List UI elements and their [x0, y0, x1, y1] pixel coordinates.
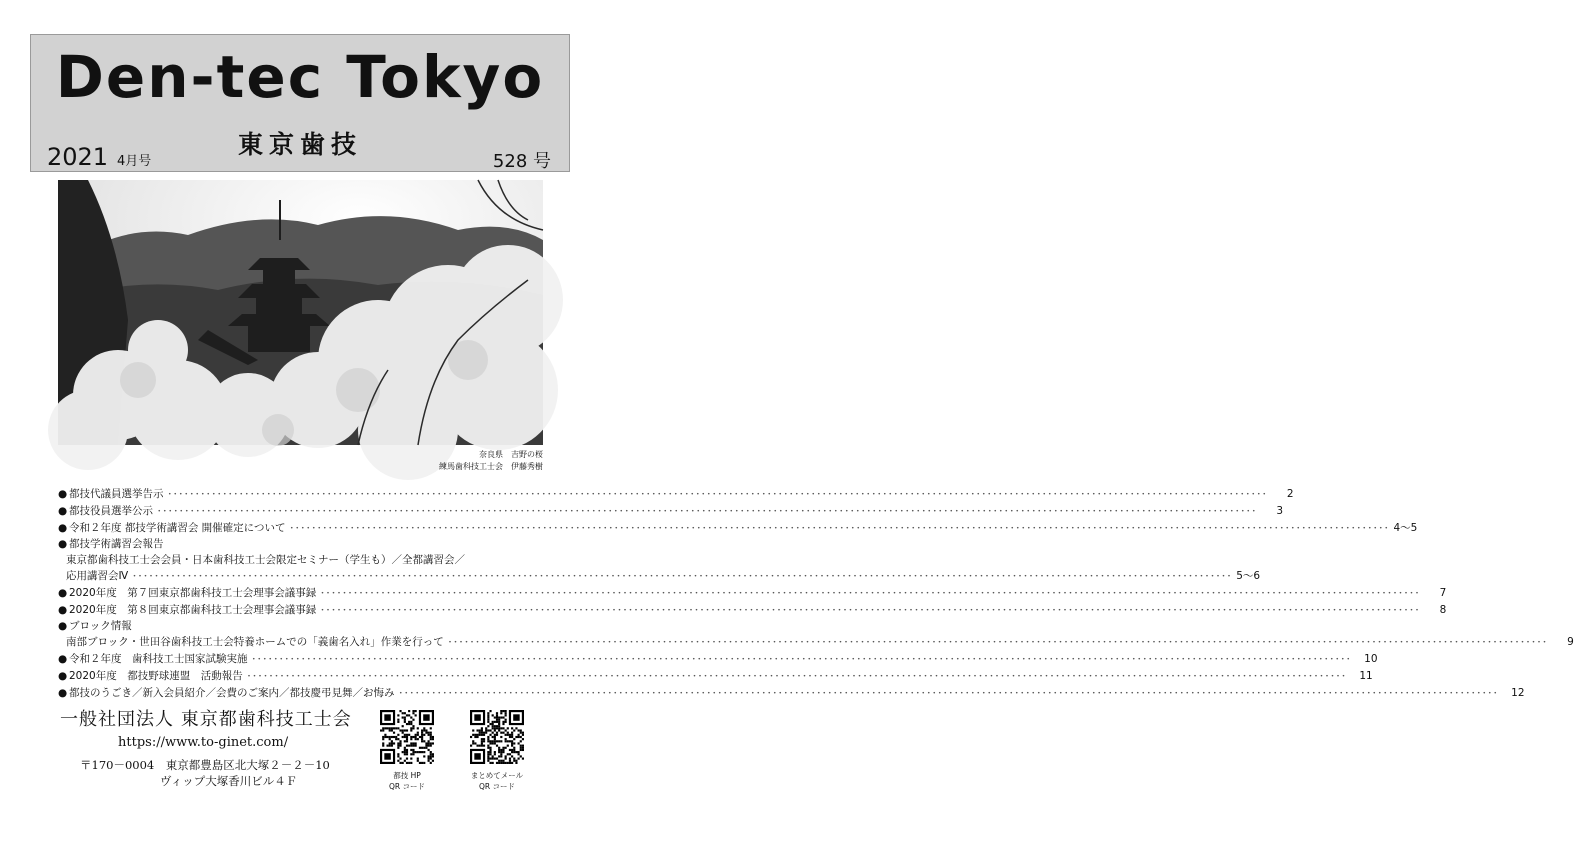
toc-leader-dots: ････････････････････････････････････････････････････････････････････････････････････････････････････････････････････････････････････････････････････････････････････････････････････････････････････････: [398, 688, 1499, 699]
toc-bullet: ●: [58, 686, 68, 699]
qr-caption-mail: [457, 770, 537, 792]
toc-page-number: 8: [1439, 603, 1447, 616]
toc-item: [58, 553, 543, 569]
caption-photographer: 練馬歯科技工士会 伊藤秀樹: [439, 462, 543, 471]
toc-bullet: ●: [58, 652, 68, 665]
toc-leader-dots: ････････････････････････････････････････････････････････････････････････････････････････････････････････････････････････････････････････････････････････････････････････････････････････････････････････: [167, 490, 1268, 500]
organization-name: 一般社団法人 東京都歯科技工士会: [60, 709, 352, 730]
toc-title: 南部ブロック・世田谷歯科技工士会特養ホームでの「義歯名入れ」作業を行って: [66, 636, 444, 649]
postal-code: 〒170－0004: [80, 758, 155, 772]
table-of-contents: [58, 487, 1574, 702]
toc-bullet: ●: [58, 521, 68, 534]
qr-caption-hp: [367, 770, 447, 792]
toc-title: 東京都歯科技工士会会員・日本歯科技工士会限定セミナー（学生も）／全都講習会／: [66, 554, 465, 567]
toc-item: [58, 521, 1418, 538]
toc-item: [58, 569, 1261, 586]
website-url[interactable]: https://www.to-ginet.com/: [118, 735, 289, 750]
cover-photo: [58, 180, 543, 445]
issue-number: 528 号: [492, 151, 551, 172]
toc-page-number: 4～5: [1393, 521, 1418, 534]
toc-bullet: ●: [58, 669, 68, 682]
toc-leader-dots: ････････････････････････････････････････････････････････････････････････････････････････････････････････････････････････････････････････････････････････････････････････････････････････････････････････: [447, 638, 1548, 649]
toc-leader-dots: ････････････････････････････････････････････････････････････････････････････････････････････････････････････････････････････････････････････････････････････････････････････････････････････････････････: [251, 654, 1352, 665]
toc-page-number: 11: [1359, 669, 1373, 682]
toc-title: 都技役員選挙公示: [69, 504, 153, 517]
toc-item: [58, 652, 1378, 669]
toc-page-number: 10: [1364, 652, 1378, 665]
toc-item: [58, 619, 543, 635]
toc-item: [58, 504, 1284, 521]
toc-leader-dots: ････････････････････････････････････････････････････････････････････････････････････････････････････････････････････････････････････････････････････････････････････････････････････････････････････････: [289, 523, 1390, 534]
toc-item: [58, 686, 1525, 703]
toc-title: 令和２年度 歯科技工士国家試験実施: [69, 652, 248, 665]
toc-bullet: ●: [58, 538, 68, 551]
qr-label-code: QR コード: [479, 782, 515, 791]
toc-title: 令和２年度 都技学術講習会 開催確定について: [69, 521, 286, 534]
photo-caption: [439, 449, 543, 473]
address-block: [80, 757, 330, 789]
toc-page-number: 12: [1511, 686, 1525, 699]
toc-title: 2020年度 都技野球連盟 活動報告: [69, 669, 243, 682]
toc-page-number: 5～6: [1236, 569, 1261, 582]
toc-page-number: 3: [1276, 504, 1284, 517]
toc-title: ブロック情報: [69, 620, 132, 633]
toc-item: [58, 537, 543, 553]
qr-label-hp: 都技 HP: [393, 771, 421, 780]
toc-bullet: ●: [58, 504, 68, 517]
toc-title: 2020年度 第８回東京都歯科技工士会理事会議事録: [69, 603, 317, 616]
toc-title: 都技代議員選挙告示: [69, 488, 164, 500]
toc-page-number: 7: [1439, 586, 1447, 599]
toc-bullet: ●: [58, 603, 68, 616]
issue-month: 4月号: [117, 154, 152, 169]
issue-year: 2021: [47, 143, 109, 171]
qr-label-mail: まとめてメール: [470, 771, 524, 780]
toc-title: 応用講習会Ⅳ: [66, 569, 129, 582]
qr-code-icon[interactable]: [380, 710, 434, 764]
newsletter-subtitle: 東京歯技: [237, 130, 362, 159]
toc-page-number: 9: [1567, 636, 1574, 649]
toc-item: [58, 487, 1294, 504]
toc-item: [58, 603, 1447, 620]
caption-location: 奈良県 吉野の桜: [479, 450, 543, 459]
qr-label-code: QR コード: [389, 782, 425, 791]
masthead: [30, 34, 570, 172]
toc-item: [58, 586, 1447, 603]
toc-bullet: ●: [58, 620, 68, 633]
address-line2: ヴィップ大塚香川ビル４Ｆ: [160, 774, 298, 788]
toc-leader-dots: ････････････････････････････････････････････････････････････････････････････････････････････････････････････････････････････････････････････････････････････････････････････････････････････････････････: [132, 571, 1233, 582]
toc-title: 都技学術講習会報告: [69, 538, 164, 551]
qr-code-icon[interactable]: [470, 710, 524, 764]
toc-page-number: 2: [1286, 488, 1294, 500]
toc-bullet: ●: [58, 586, 68, 599]
toc-item: [58, 669, 1373, 686]
cherry-blossom-pagoda-image: [58, 180, 543, 445]
toc-leader-dots: ････････････････････････････････････････････････････････････････････････････････････････････････････････････････････････････････････････････････････････････････････････････････････････････････････････: [157, 506, 1258, 517]
toc-title: 都技のうごき／新入会員紹介／会費のご案内／都技慶弔見舞／お悔み: [69, 686, 395, 699]
toc-item: [58, 635, 1574, 652]
toc-title: 2020年度 第７回東京都歯科技工士会理事会議事録: [69, 586, 317, 599]
toc-leader-dots: ････････････････････････････････････････････････････････････････････････････････････････････････････････････････････････････････････････････････････････････････････････････････････････････････････････: [246, 671, 1347, 682]
address-line1: 東京都豊島区北大塚２－２－10: [165, 758, 330, 772]
newsletter-title: Den-tec Tokyo: [55, 43, 545, 111]
toc-bullet: ●: [58, 488, 68, 500]
toc-leader-dots: ････････････････････････････････････････････････････････････････････････････････････････････････････････････････････････････････････････････････････････････････････････････････････････････････････････: [320, 605, 1421, 616]
toc-leader-dots: ････････････････････････････････････････････････････････････････････････････････････････････････････････････････････････････････････････････････････････････････････････････････････････････････････････: [320, 588, 1421, 599]
